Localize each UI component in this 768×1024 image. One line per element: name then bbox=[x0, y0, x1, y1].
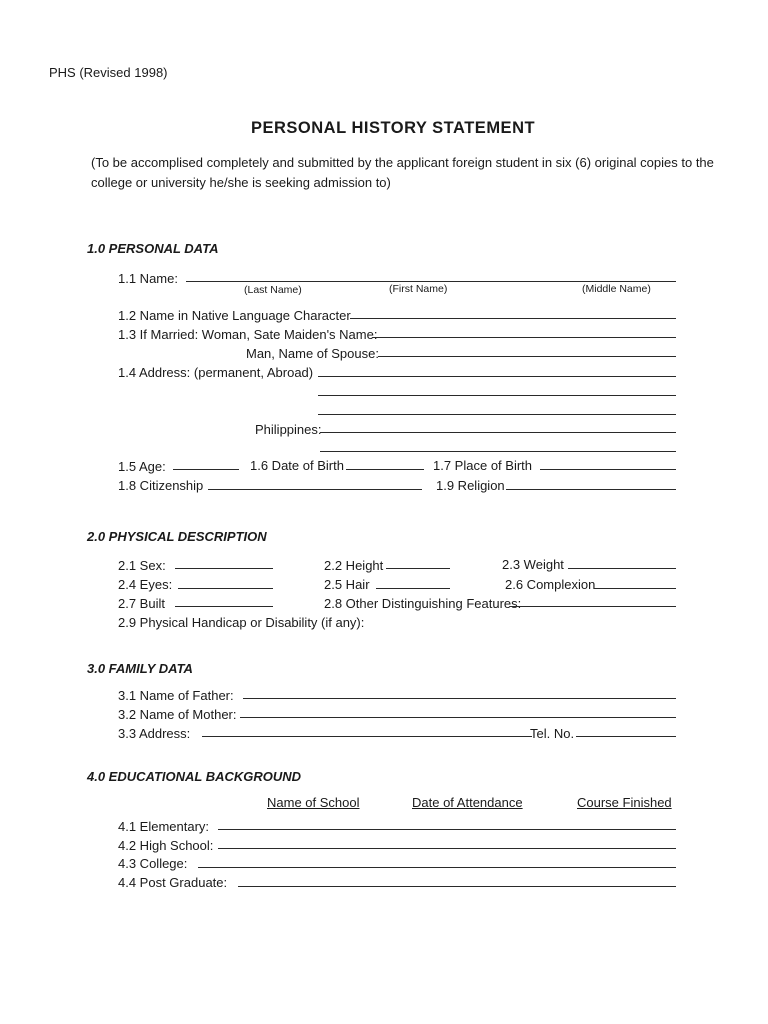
middle-name-caption: (Middle Name) bbox=[582, 283, 651, 295]
native-name-label: 1.2 Name in Native Language Character bbox=[118, 308, 351, 323]
eyes-field-line[interactable] bbox=[178, 588, 273, 589]
built-label: 2.7 Built bbox=[118, 596, 165, 611]
address-abroad-label: 1.4 Address: (permanent, Abroad) bbox=[118, 365, 314, 380]
native-name-field-line[interactable] bbox=[350, 318, 676, 319]
sex-label: 2.1 Sex: bbox=[118, 558, 166, 573]
features-label: 2.8 Other Distinguishing Features: bbox=[324, 596, 522, 611]
dob-label: 1.6 Date of Birth bbox=[250, 458, 344, 473]
height-field-line[interactable] bbox=[386, 568, 450, 569]
college-label: 4.3 College: bbox=[118, 856, 188, 871]
pob-label: 1.7 Place of Birth bbox=[433, 458, 532, 473]
elementary-field-line[interactable] bbox=[218, 829, 676, 830]
address-abroad-line-3[interactable] bbox=[318, 414, 676, 415]
weight-field-line[interactable] bbox=[568, 568, 676, 569]
section-heading-physical: 2.0 PHYSICAL DESCRIPTION bbox=[87, 529, 267, 544]
name-field-line[interactable] bbox=[186, 281, 676, 282]
weight-label: 2.3 Weight bbox=[502, 557, 564, 572]
handicap-label: 2.9 Physical Handicap or Disability (if any): bbox=[118, 615, 365, 630]
section-heading-education: 4.0 EDUCATIONAL BACKGROUND bbox=[87, 769, 302, 784]
father-label: 3.1 Name of Father: bbox=[118, 688, 234, 703]
tel-field-line[interactable] bbox=[576, 736, 676, 737]
maiden-name-field-line[interactable] bbox=[372, 337, 676, 338]
philippines-address-line-1[interactable] bbox=[320, 432, 676, 433]
last-name-caption: (Last Name) bbox=[244, 284, 302, 296]
mother-label: 3.2 Name of Mother: bbox=[118, 707, 237, 722]
citizenship-field-line[interactable] bbox=[208, 489, 422, 490]
post-graduate-field-line[interactable] bbox=[238, 886, 676, 887]
religion-field-line[interactable] bbox=[506, 489, 676, 490]
address-abroad-line-1[interactable] bbox=[318, 376, 676, 377]
high-school-label: 4.2 High School: bbox=[118, 838, 214, 853]
features-field-line[interactable] bbox=[510, 606, 676, 607]
built-field-line[interactable] bbox=[175, 606, 273, 607]
spouse-name-field-line[interactable] bbox=[378, 356, 676, 357]
complexion-label: 2.6 Complexion bbox=[505, 577, 596, 592]
name-label: 1.1 Name: bbox=[118, 271, 178, 286]
complexion-field-line[interactable] bbox=[594, 588, 676, 589]
religion-label: 1.9 Religion bbox=[436, 478, 505, 493]
address-abroad-line-2[interactable] bbox=[318, 395, 676, 396]
philippines-address-label: Philippines: bbox=[255, 422, 322, 437]
column-header-school: Name of School bbox=[267, 795, 360, 810]
family-address-field-line[interactable] bbox=[202, 736, 532, 737]
college-field-line[interactable] bbox=[198, 867, 676, 868]
elementary-label: 4.1 Elementary: bbox=[118, 819, 210, 834]
section-heading-personal: 1.0 PERSONAL DATA bbox=[87, 241, 219, 256]
father-field-line[interactable] bbox=[243, 698, 676, 699]
column-header-date: Date of Attendance bbox=[412, 795, 523, 810]
age-label: 1.5 Age: bbox=[118, 459, 166, 474]
family-address-label: 3.3 Address: bbox=[118, 726, 191, 741]
tel-label: Tel. No. bbox=[530, 726, 575, 741]
section-heading-family: 3.0 FAMILY DATA bbox=[87, 661, 193, 676]
high-school-field-line[interactable] bbox=[218, 848, 676, 849]
sex-field-line[interactable] bbox=[175, 568, 273, 569]
married-man-label: Man, Name of Spouse: bbox=[246, 346, 379, 361]
hair-label: 2.5 Hair bbox=[324, 577, 370, 592]
married-woman-label: 1.3 If Married: Woman, Sate Maiden's Name: bbox=[118, 327, 378, 342]
age-field-line[interactable] bbox=[173, 469, 239, 470]
pob-field-line[interactable] bbox=[540, 469, 676, 470]
mother-field-line[interactable] bbox=[240, 717, 676, 718]
instruction-line-2: college or university he/she is seeking admission to) bbox=[91, 175, 391, 190]
first-name-caption: (First Name) bbox=[389, 283, 448, 295]
hair-field-line[interactable] bbox=[376, 588, 450, 589]
philippines-address-line-2[interactable] bbox=[320, 451, 676, 452]
instruction-line-1: (To be accomplised completely and submitted by the applicant foreign student in six (6) original copies to the bbox=[91, 155, 714, 170]
post-graduate-label: 4.4 Post Graduate: bbox=[118, 875, 228, 890]
height-label: 2.2 Height bbox=[324, 558, 384, 573]
column-header-course: Course Finished bbox=[577, 795, 672, 810]
form-code: PHS (Revised 1998) bbox=[49, 65, 168, 80]
citizenship-label: 1.8 Citizenship bbox=[118, 478, 204, 493]
page-title: PERSONAL HISTORY STATEMENT bbox=[251, 119, 536, 137]
dob-field-line[interactable] bbox=[346, 469, 424, 470]
eyes-label: 2.4 Eyes: bbox=[118, 577, 173, 592]
